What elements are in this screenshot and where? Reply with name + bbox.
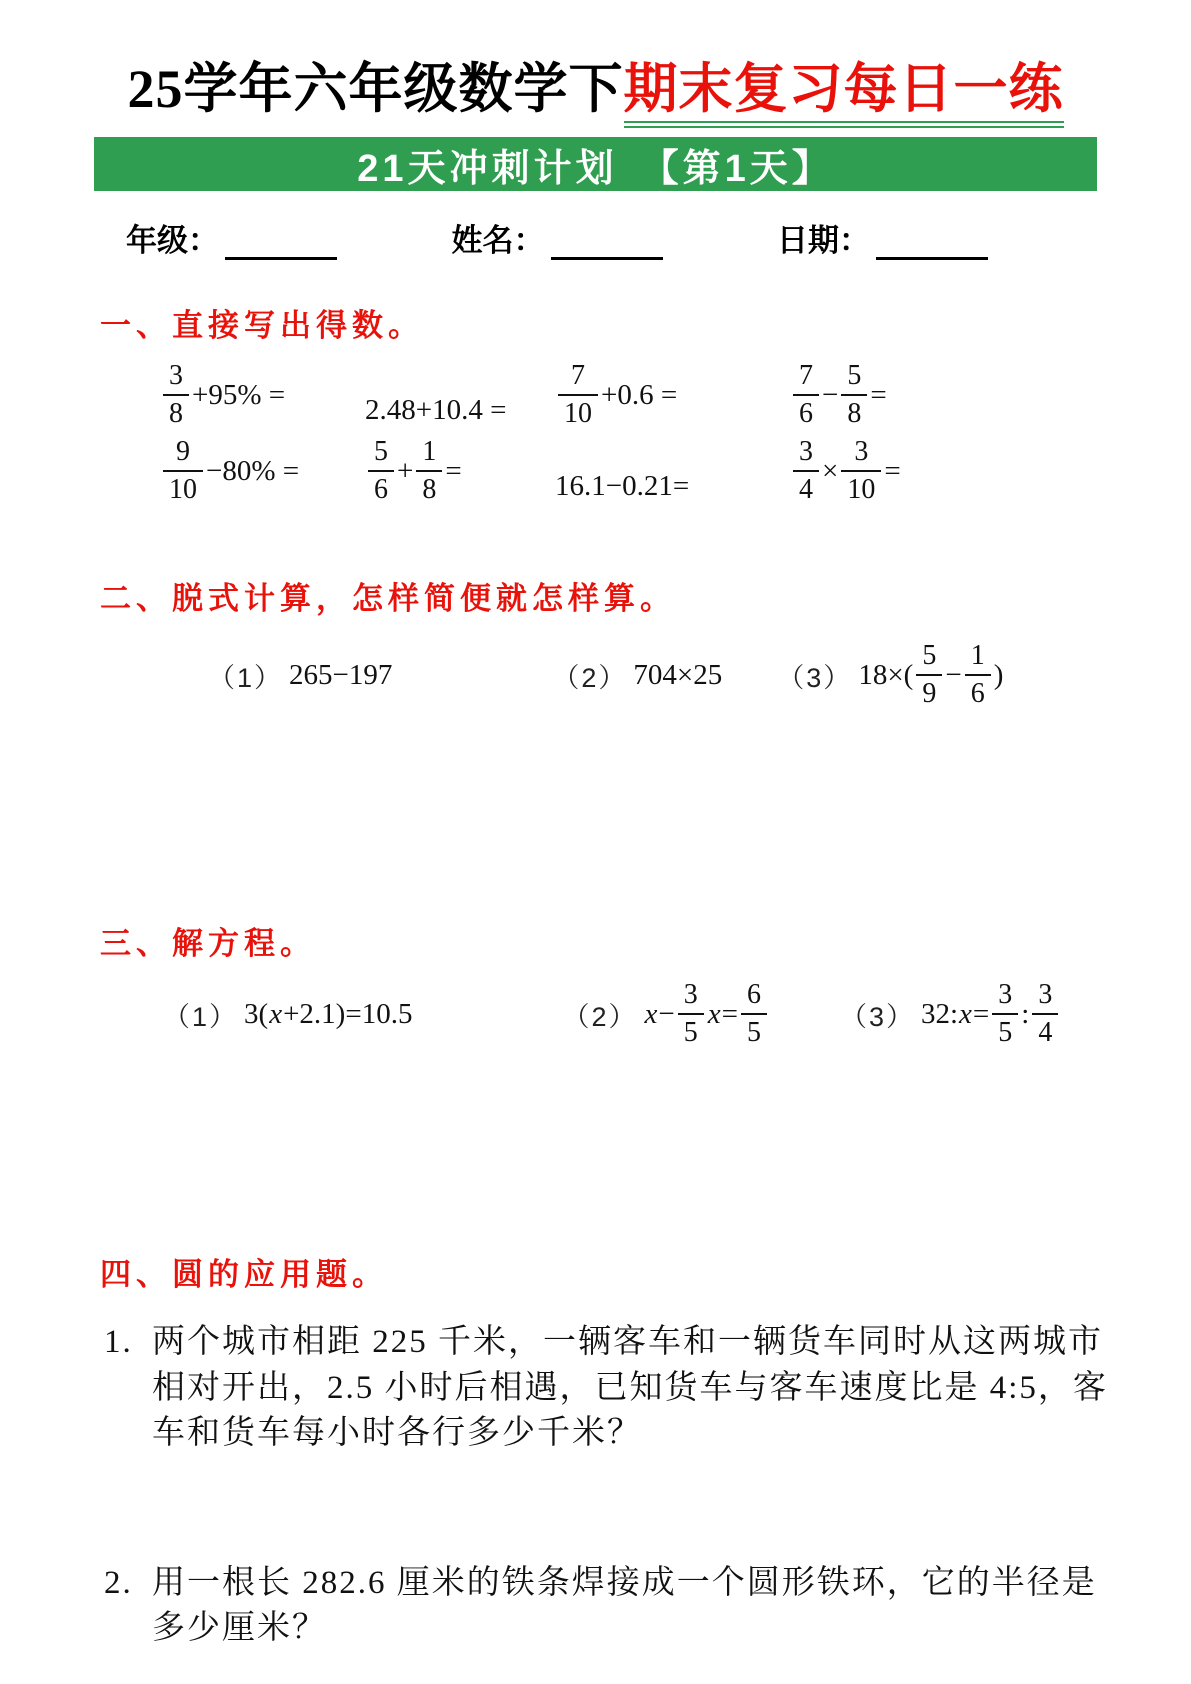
math-expression: 265−197 <box>289 658 393 691</box>
math-expression: $\frac{5}{6}$ + $\frac{1}{8}$ = <box>365 436 555 506</box>
math-expression: $\frac{3}{8}$ +95% = <box>160 360 365 430</box>
grade-field <box>126 215 337 260</box>
fraction: $\frac{1}{8}$ <box>416 436 442 506</box>
section-1-heading: 一、直接写出得数。 <box>100 308 424 343</box>
problem-2-3 <box>777 640 1003 710</box>
fraction: $\frac{3}{5}$ <box>992 979 1018 1049</box>
plan-banner-text: 21天冲刺计划 【第1天】 <box>357 147 834 190</box>
info-fields-row <box>126 215 988 260</box>
name-field <box>452 215 663 260</box>
fraction: $\frac{7}{10}$ <box>558 360 598 430</box>
problem-3-2 <box>562 979 770 1049</box>
grade-label: 年级： <box>126 223 219 258</box>
fraction: $\frac{3}{5}$ <box>678 979 704 1049</box>
problem-3-3 <box>840 979 1061 1049</box>
grade-blank-line <box>225 224 337 260</box>
problem-label: （1） <box>163 1001 239 1032</box>
math-expression: $\frac{9}{10}$ −80% = <box>160 436 365 506</box>
fraction: $\frac{3}{4}$ <box>793 436 819 506</box>
date-blank-line <box>876 224 988 260</box>
date-label: 日期： <box>777 223 870 258</box>
math-expression: 2.48+10.4 = <box>365 394 507 426</box>
word-problem-number: 1. <box>104 1324 133 1360</box>
problem-3-1 <box>163 995 412 1034</box>
date-field <box>777 215 988 260</box>
word-problem-2 <box>104 1561 1114 1652</box>
math-expression: 18×( $\frac{5}{9}$ − $\frac{1}{6}$ ) <box>858 640 1004 709</box>
problem-label: （3） <box>839 1001 915 1032</box>
math-expression: $\frac{3}{4}$ × $\frac{3}{10}$ = <box>790 436 1143 506</box>
name-blank-line <box>551 224 663 260</box>
fraction: $\frac{7}{6}$ <box>793 360 819 430</box>
math-expression: $\frac{7}{10}$ +0.6 = <box>555 360 790 430</box>
math-expression: x − $\frac{3}{5}$ x = $\frac{6}{5}$ <box>643 979 769 1049</box>
word-problem-text: 两个城市相距 225 千米，一辆客车和一辆货车同时从这两城市相对开出，2.5 小时后相遇，已知货车与客车速度比是 4:5，客车和货车每小时各行多少千米？ <box>152 1324 1108 1452</box>
fraction: $\frac{9}{10}$ <box>163 436 203 506</box>
section-2-problem-row <box>208 640 1143 710</box>
page-title <box>48 46 1143 123</box>
section-1-problem-grid <box>160 357 1143 509</box>
problem-label: （2） <box>552 662 628 693</box>
fraction: $\frac{3}{8}$ <box>163 360 189 430</box>
problem-label: （1） <box>208 662 284 693</box>
problem-label: （2） <box>562 1001 638 1032</box>
title-red-part: 期末复习每日一练 <box>624 59 1064 128</box>
fraction: $\frac{5}{8}$ <box>841 360 867 430</box>
word-problem-text: 用一根长 282.6 厘米的铁条焊接成一个圆形铁环，它的半径是多少厘米？ <box>152 1564 1097 1647</box>
plan-banner <box>94 137 1097 191</box>
fraction: $\frac{1}{6}$ <box>965 640 991 710</box>
math-expression: 16.1−0.21= <box>555 470 690 502</box>
section-3-heading: 三、解方程。 <box>100 926 316 961</box>
name-label: 姓名： <box>451 223 545 258</box>
fraction: $\frac{3}{4}$ <box>1032 979 1058 1049</box>
math-expression: 32: x = $\frac{3}{5}$ : $\frac{3}{4}$ <box>921 979 1061 1049</box>
word-problem-1 <box>104 1320 1114 1457</box>
word-problem-number: 2. <box>104 1564 133 1601</box>
math-expression: $\frac{7}{6}$ − $\frac{5}{8}$ = <box>790 360 1143 430</box>
fraction: $\frac{5}{9}$ <box>916 640 942 710</box>
section-2-heading: 二、脱式计算，怎样简便就怎样算。 <box>100 581 676 616</box>
fraction: $\frac{3}{10}$ <box>841 436 881 506</box>
problem-2-1 <box>208 656 392 695</box>
problem-2-2 <box>552 656 722 695</box>
section-4-heading: 四、圆的应用题。 <box>100 1257 388 1292</box>
fraction: $\frac{5}{6}$ <box>368 436 394 506</box>
problem-label: （3） <box>777 662 853 693</box>
title-black-part: 25学年六年级数学下 <box>127 59 624 119</box>
math-expression: 704×25 <box>633 658 723 691</box>
fraction: $\frac{6}{5}$ <box>741 979 767 1049</box>
math-expression: 3( x +2.1)=10.5 <box>244 997 413 1030</box>
section-3-problem-row <box>163 979 1143 1049</box>
